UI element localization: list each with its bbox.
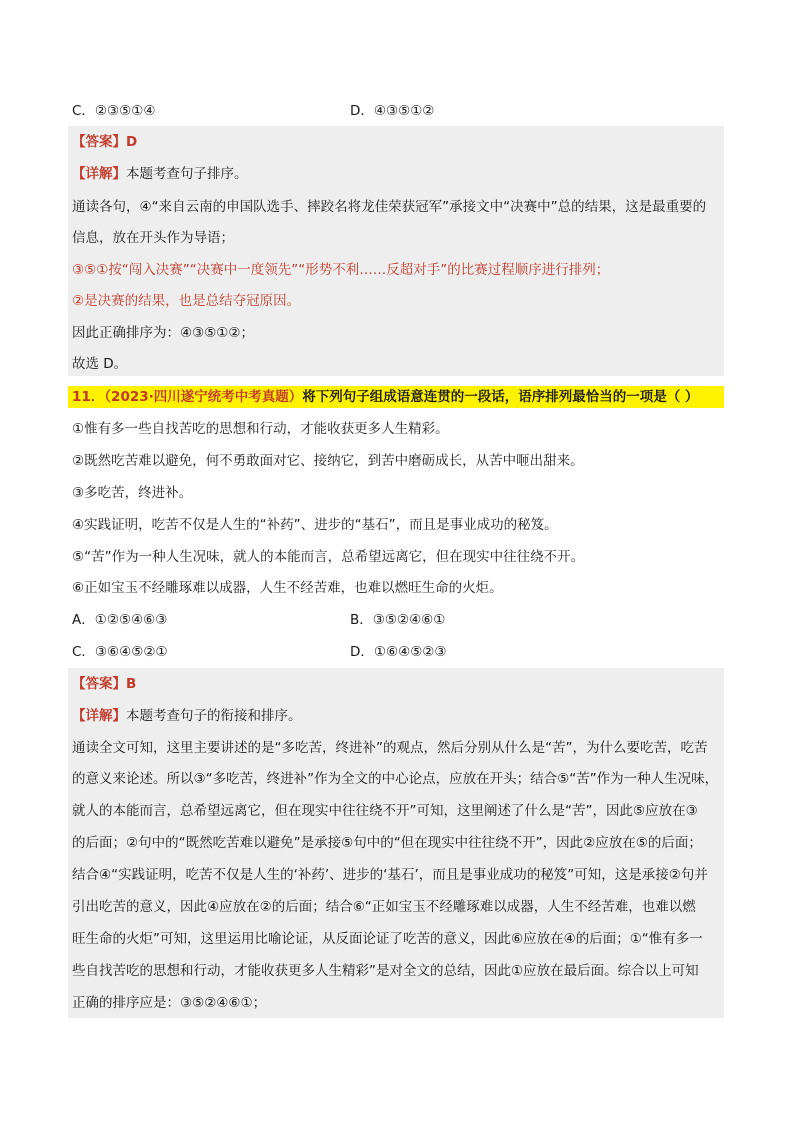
detail-label: 【详解】 — [72, 708, 126, 724]
detail-intro: 本题考查句子排序。 — [126, 166, 248, 182]
prev-detail — [72, 164, 248, 184]
solution-detail — [72, 706, 302, 726]
sentence-2: ②既然吃苦难以避免，何不勇敢面对它、接纳它，到苦中磨砺成长，从苦中咂出甜来。 — [72, 453, 584, 469]
option-a: A．①②⑤④⑥③ — [72, 612, 168, 628]
solution-answer — [72, 674, 136, 694]
prev-paragraph-4: 因此正确排序为：④③⑤①②； — [72, 325, 255, 341]
prev-option-c: C．②③⑤①④ — [72, 103, 156, 119]
sentence-3: ③多吃苦，终进补。 — [72, 485, 193, 501]
answer-value: B — [126, 676, 137, 692]
answer-value: D — [126, 134, 138, 150]
question-stem: 将下列句子组成语意连贯的一段话，语序排列最恰当的一项是（ ） — [302, 389, 699, 405]
prev-paragraph-5: 故选 D。 — [72, 356, 128, 372]
prev-option-d: D．④③⑤①② — [350, 103, 435, 119]
solution-line-5: 结合④“实践证明，吃苦不仅是人生的‘补药’、进步的‘基石’，而且是事业成功的秘笈”可知，这是承接②句并 — [72, 867, 708, 883]
solution-line-1: 通读全文可知，这里主要讲述的是“多吃苦，终进补”的观点，然后分别从什么是“苦”，为什么要吃苦，吃苦 — [72, 740, 708, 756]
option-c: C．③⑥④⑤②① — [72, 644, 168, 660]
sentence-4: ④实践证明，吃苦不仅是人生的“补药”、进步的“基石”，而且是事业成功的秘笈。 — [72, 517, 558, 533]
solution-line-4: 的后面；②句中的“既然吃苦难以避免”是承接⑤句中的“但在现实中往往绕不开”，因此②应放在⑤的后面； — [72, 835, 702, 851]
prev-paragraph-1a: 通读各句，④“来自云南的申国队选手、摔跤名将龙佳荣获冠军”承接文中“决赛中”总的结果，这是最重要的 — [72, 199, 707, 215]
solution-line-3: 就人的本能而言，总希望远离它，但在现实中往往绕不开”可知，这里阐述了什么是“苦”，因此⑤应放在③ — [72, 803, 698, 819]
answer-label: 【答案】 — [72, 676, 126, 692]
question-number: 11． — [72, 389, 105, 405]
solution-line-2: 的意义来论述。所以③“多吃苦，终进补”作为全文的中心论点，应放在开头；结合⑤“苦”作为一种人生况味， — [72, 771, 719, 787]
detail-label: 【详解】 — [72, 166, 126, 182]
sentence-1: ①惟有多一些自找苦吃的思想和行动，才能收获更多人生精彩。 — [72, 421, 449, 437]
sentence-5: ⑤“苦”作为一种人生况味，就人的本能而言，总希望远离它，但在现实中往往绕不开。 — [72, 549, 585, 565]
question-heading — [72, 387, 698, 407]
detail-intro: 本题考查句子的衔接和排序。 — [126, 708, 302, 724]
option-d: D．①⑥④⑤②③ — [350, 644, 447, 660]
prev-paragraph-2: ③⑤①按“闯入决赛”“决赛中一度领先”“形势不利……反超对手”的比赛过程顺序进行排列； — [72, 262, 610, 278]
solution-line-9: 正确的排序应是：③⑤②④⑥①； — [72, 995, 267, 1011]
solution-line-7: 旺生命的火炬”可知，这里运用比喻论证，从反面论证了吃苦的意义，因此⑥应放在④的后面；①“惟有多一 — [72, 931, 703, 947]
solution-line-6: 引出吃苦的意义，因此④应放在②的后面；结合⑥“正如宝玉不经雕琢难以成器，人生不经苦难，也难以燃 — [72, 899, 696, 915]
option-b: B．③⑤②④⑥① — [350, 612, 446, 628]
sentence-6: ⑥正如宝玉不经雕琢难以成器，人生不经苦难，也难以燃旺生命的火炬。 — [72, 580, 503, 596]
question-source: （2023·四川遂宁统考中考真题） — [104, 389, 303, 405]
answer-label: 【答案】 — [72, 134, 126, 150]
prev-paragraph-3: ②是决赛的结果，也是总结夺冠原因。 — [72, 293, 301, 309]
prev-paragraph-1b: 信息，放在开头作为导语； — [72, 230, 234, 246]
solution-line-8: 些自找苦吃的思想和行动，才能收获更多人生精彩”是对全文的总结，因此①应放在最后面。综合以上可知 — [72, 963, 699, 979]
prev-answer — [72, 132, 137, 152]
